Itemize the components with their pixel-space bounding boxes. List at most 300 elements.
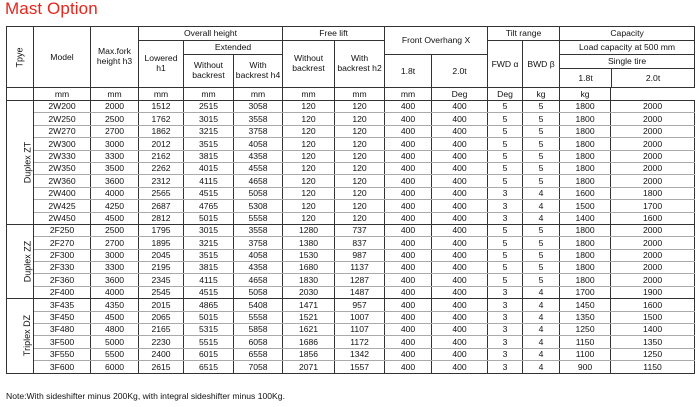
table-cell: 5058 [234,286,283,298]
header-free-with-backrest: With backrest h2 [335,41,385,88]
header-load-capacity: Load capacity at 500 mm [560,41,695,55]
table-cell: 400 [432,348,488,360]
table-cell: 2500 [91,224,139,236]
table-row [7,361,695,373]
table-cell: 120 [335,150,385,162]
table-cell: 400 [385,175,432,187]
table-cell: 2F360 [34,274,91,286]
header-fwd: FWD α [488,41,523,88]
table-row [7,150,695,162]
table-cell: 120 [283,125,335,137]
table-cell: 4658 [234,274,283,286]
table-cell: 5515 [184,336,234,348]
table-cell: 6015 [184,348,234,360]
table-cell: 1150 [611,361,695,373]
table-cell: 1680 [283,262,335,274]
table-cell: 400 [432,224,488,236]
table-cell: 5 [523,150,560,162]
header-ext-without-backrest: Without backrest [184,55,234,88]
table-cell: 400 [432,187,488,199]
table-cell: 3 [488,311,523,323]
table-cell: 3215 [184,125,234,137]
table-cell: 2812 [139,212,184,224]
table-cell: 2000 [611,175,695,187]
table-cell: 5 [523,125,560,137]
table-cell: 1600 [611,212,695,224]
table-cell: 1800 [560,224,611,236]
table-cell: 1450 [560,299,611,311]
table-cell: 1800 [560,175,611,187]
table-cell: 400 [385,274,432,286]
table-cell: 400 [385,361,432,373]
table-cell: 2012 [139,138,184,150]
table-cell: 400 [385,237,432,249]
table-cell: 2W270 [34,125,91,137]
table-cell: 2000 [611,138,695,150]
table-cell: 3F500 [34,336,91,348]
table-row [7,324,695,336]
table-cell: 5 [523,101,560,113]
table-cell: 1500 [611,311,695,323]
table-cell: 1007 [335,311,385,323]
table-cell: 957 [335,299,385,311]
table-cell: 1800 [560,101,611,113]
table-cell: 5 [523,262,560,274]
table-cell: 5 [488,125,523,137]
table-cell: 5408 [234,299,283,311]
table-cell: 400 [432,113,488,125]
table-cell: 400 [432,200,488,212]
table-cell: 3758 [234,237,283,249]
table-row [7,249,695,261]
table-cell: 5558 [234,311,283,323]
table-cell: 1621 [283,324,335,336]
table-cell: 2000 [611,125,695,137]
table-cell: 4 [523,286,560,298]
table-cell: 3600 [91,274,139,286]
table-cell: 2515 [184,101,234,113]
table-cell: 120 [283,113,335,125]
header-single-tire: Single tire [560,55,694,69]
table-row [7,187,695,199]
table-cell: 4058 [234,138,283,150]
table-cell: 4 [523,324,560,336]
unit-cell: mm [34,88,91,101]
table-cell: 400 [432,150,488,162]
unit-cell: kg [523,88,560,101]
table-cell: 5500 [91,348,139,360]
table-cell: 2000 [611,101,695,113]
table-row [7,286,695,298]
table-cell: 5 [488,249,523,261]
table-cell: 4358 [234,150,283,162]
table-cell: 1800 [560,237,611,249]
table-cell: 1830 [283,274,335,286]
table-cell: 5 [523,274,560,286]
table-cell: 1800 [560,150,611,162]
header-overall-height: Overall height [139,27,283,41]
table-cell: 2700 [91,237,139,249]
table-cell: 2615 [139,361,184,373]
table-cell: 3000 [91,249,139,261]
table-cell: 400 [432,274,488,286]
table-cell: 5 [523,113,560,125]
table-cell: 400 [385,212,432,224]
header-free-without-backrest: Without backrest [283,41,335,88]
table-cell: 5 [488,101,523,113]
table-cell: 3600 [91,175,139,187]
table-cell: 4558 [234,162,283,174]
table-cell: 1172 [335,336,385,348]
table-cell: 4000 [91,286,139,298]
table-cell: 4765 [184,200,234,212]
table-cell: 120 [335,138,385,150]
table-row [7,274,695,286]
table-cell: 2000 [611,113,695,125]
table-cell: 2071 [283,361,335,373]
table-cell: 2312 [139,175,184,187]
table-cell: 3215 [184,237,234,249]
table-cell: 1530 [283,249,335,261]
table-cell: 3 [488,286,523,298]
header-model: Model [34,27,91,88]
table-cell: 120 [283,101,335,113]
table-cell: 400 [432,262,488,274]
table-cell: 1287 [335,274,385,286]
table-cell: 400 [385,348,432,360]
table-cell: 120 [335,125,385,137]
table-cell: 3515 [184,138,234,150]
table-cell: 4658 [234,175,283,187]
table-cell: 120 [283,162,335,174]
table-cell: 1280 [283,224,335,236]
table-cell: 1400 [560,212,611,224]
table-cell: 1107 [335,324,385,336]
table-cell: 2165 [139,324,184,336]
table-row [7,212,695,224]
table-cell: 1400 [611,324,695,336]
table-cell: 5000 [91,336,139,348]
table-row [7,348,695,360]
table-cell: 400 [385,200,432,212]
table-cell: 2W450 [34,212,91,224]
table-cell: 3F435 [34,299,91,311]
table-cell: 5 [488,237,523,249]
table-cell: 120 [283,212,335,224]
table-cell: 400 [432,311,488,323]
table-cell: 400 [432,125,488,137]
table-cell: 120 [283,200,335,212]
table-cell: 3 [488,324,523,336]
table-cell: 2W250 [34,113,91,125]
table-cell: 5 [523,175,560,187]
table-cell: 2F330 [34,262,91,274]
table-cell: 400 [385,311,432,323]
table-row [7,262,695,274]
table-cell: 2000 [611,162,695,174]
group-label: Triplex DZ [7,299,34,373]
table-cell: 4058 [234,249,283,261]
table-cell: 4358 [234,262,283,274]
unit-cell: mm [139,88,184,101]
table-cell: 5 [488,113,523,125]
table-cell: 2W425 [34,200,91,212]
table-cell: 120 [335,212,385,224]
units-row [7,88,695,101]
table-cell: 2162 [139,150,184,162]
unit-cell: Deg [432,88,488,101]
table-cell: 2345 [139,274,184,286]
table-cell: 1137 [335,262,385,274]
table-cell: 7058 [234,361,283,373]
header-ext-with-backrest: With backrest h4 [234,55,283,88]
table-cell: 400 [432,138,488,150]
table-cell: 2000 [611,150,695,162]
table-row [7,200,695,212]
table-cell: 6515 [184,361,234,373]
table-cell: 4 [523,361,560,373]
table-cell: 2F250 [34,224,91,236]
table-cell: 400 [385,262,432,274]
table-body [7,27,695,374]
table-cell: 5 [523,237,560,249]
table-cell: 5 [488,274,523,286]
table-cell: 1250 [611,348,695,360]
table-cell: 3 [488,336,523,348]
header-overhang-1-8t: 1.8t [385,55,432,88]
table-cell: 3 [488,200,523,212]
table-cell: 400 [385,138,432,150]
table-cell: 6558 [234,348,283,360]
table-cell: 6058 [234,336,283,348]
table-row [7,101,695,113]
table-cell: 400 [432,336,488,348]
header-capacity-1-8t: 1.8t [560,69,612,87]
table-row [7,336,695,348]
table-cell: 5015 [184,311,234,323]
table-cell: 3F450 [34,311,91,323]
unit-cell: mm [385,88,432,101]
footnote: Note:With sideshifter minus 200Kg, with integral sideshifter minus 100Kg. [6,391,285,401]
table-cell: 2W400 [34,187,91,199]
table-cell: 2545 [139,286,184,298]
header-tilt-range: Tilt range [488,27,560,41]
table-cell: 2000 [611,224,695,236]
table-cell: 2700 [91,125,139,137]
table-cell: 120 [283,175,335,187]
unit-cell: Deg [488,88,523,101]
table-cell: 1700 [611,200,695,212]
table-cell: 3300 [91,150,139,162]
table-cell: 1800 [560,274,611,286]
table-cell: 5015 [184,212,234,224]
table-cell: 2687 [139,200,184,212]
table-cell: 5 [488,224,523,236]
table-cell: 400 [432,286,488,298]
table-cell: 2195 [139,262,184,274]
table-cell: 4250 [91,200,139,212]
table-cell: 2F270 [34,237,91,249]
table-cell: 1350 [611,336,695,348]
table-cell: 1862 [139,125,184,137]
header-max-fork-height: Max.fork height h3 [91,27,139,88]
table-cell: 1380 [283,237,335,249]
table-row [7,311,695,323]
table-row [7,162,695,174]
page-title: Mast Option [5,0,98,18]
table-cell: 400 [385,299,432,311]
table-cell: 2000 [91,101,139,113]
table-cell: 120 [335,162,385,174]
table-cell: 400 [385,249,432,261]
table-cell: 4 [523,336,560,348]
table-cell: 1100 [560,348,611,360]
table-cell: 2500 [91,113,139,125]
table-cell: 400 [432,237,488,249]
table-row [7,175,695,187]
table-cell: 4800 [91,324,139,336]
table-cell: 400 [432,101,488,113]
table-cell: 3015 [184,113,234,125]
table-cell: 3758 [234,125,283,137]
unit-cell: mm [283,88,335,101]
unit-cell: mm [335,88,385,101]
table-cell: 2W360 [34,175,91,187]
table-cell: 400 [432,324,488,336]
table-cell: 1800 [560,262,611,274]
table-cell: 5315 [184,324,234,336]
table-cell: 1800 [560,125,611,137]
table-cell: 2400 [139,348,184,360]
header-single-tire-block [560,55,695,88]
table-cell: 5 [523,249,560,261]
header-overhang-2-0t: 2.0t [432,55,488,88]
unit-cell: mm [184,88,234,101]
table-cell: 837 [335,237,385,249]
table-cell: 1900 [611,286,695,298]
table-cell: 3F600 [34,361,91,373]
table-cell: 4500 [91,212,139,224]
table-cell: 2262 [139,162,184,174]
table-cell: 1250 [560,324,611,336]
table-cell: 2W330 [34,150,91,162]
table-cell: 400 [385,162,432,174]
table-cell: 400 [385,224,432,236]
table-cell: 1350 [560,311,611,323]
table-cell: 400 [432,299,488,311]
table-cell: 400 [432,212,488,224]
table-cell: 4015 [184,162,234,174]
table-cell: 4515 [184,286,234,298]
table-row [7,224,695,236]
table-cell: 5 [488,138,523,150]
table-cell: 1600 [611,299,695,311]
table-cell: 1487 [335,286,385,298]
unit-cell: mm [234,88,283,101]
table-cell: 1557 [335,361,385,373]
header-free-lift: Free lift [283,27,385,41]
table-cell: 1150 [560,336,611,348]
table-cell: 3000 [91,138,139,150]
table-cell: 2000 [611,237,695,249]
table-cell: 2000 [611,249,695,261]
table-cell: 2230 [139,336,184,348]
table-cell: 400 [385,187,432,199]
table-cell: 400 [432,162,488,174]
table-cell: 1800 [560,249,611,261]
table-cell: 5058 [234,187,283,199]
table-cell: 1800 [611,187,695,199]
table-cell: 1600 [560,187,611,199]
table-cell: 3 [488,299,523,311]
table-cell: 5 [488,150,523,162]
table-cell: 120 [335,175,385,187]
table-cell: 120 [335,101,385,113]
table-cell: 1895 [139,237,184,249]
table-cell: 3558 [234,224,283,236]
header-front-overhang: Front Overhang X [385,27,488,55]
table-cell: 120 [283,150,335,162]
table-cell: 1700 [560,286,611,298]
table-cell: 1762 [139,113,184,125]
table-row [7,237,695,249]
table-cell: 400 [385,336,432,348]
table-cell: 6000 [91,361,139,373]
table-cell: 1800 [560,113,611,125]
table-cell: 987 [335,249,385,261]
table-row [7,138,695,150]
table-cell: 4000 [91,187,139,199]
table-cell: 5858 [234,324,283,336]
table-cell: 2045 [139,249,184,261]
table-cell: 400 [385,113,432,125]
table-cell: 1521 [283,311,335,323]
unit-cell: kg [560,88,611,101]
table-cell: 3 [488,187,523,199]
table-cell: 1795 [139,224,184,236]
table-cell: 120 [335,200,385,212]
table-cell: 1500 [560,200,611,212]
table-cell: 4 [523,187,560,199]
table-cell: 3815 [184,262,234,274]
table-cell: 3F480 [34,324,91,336]
table-cell: 2W350 [34,162,91,174]
table-cell: 400 [385,324,432,336]
table-cell: 900 [560,361,611,373]
table-cell: 3058 [234,101,283,113]
table-row [7,113,695,125]
table-cell: 1512 [139,101,184,113]
table-row [7,125,695,137]
table-cell: 400 [432,249,488,261]
table-cell: 2565 [139,187,184,199]
header-capacity: Capacity [560,27,695,41]
table-cell: 5 [523,224,560,236]
header-capacity-2-0t: 2.0t [645,73,661,83]
table-cell: 1800 [560,162,611,174]
group-label: Duplex ZZ [7,224,34,298]
table-cell: 3558 [234,113,283,125]
table-cell: 2000 [611,274,695,286]
units-cell [7,88,34,101]
table-cell: 4115 [184,175,234,187]
table-cell: 400 [385,286,432,298]
table-cell: 3015 [184,224,234,236]
table-cell: 2030 [283,286,335,298]
table-cell: 400 [432,361,488,373]
table-cell: 1342 [335,348,385,360]
table-cell: 3515 [184,249,234,261]
